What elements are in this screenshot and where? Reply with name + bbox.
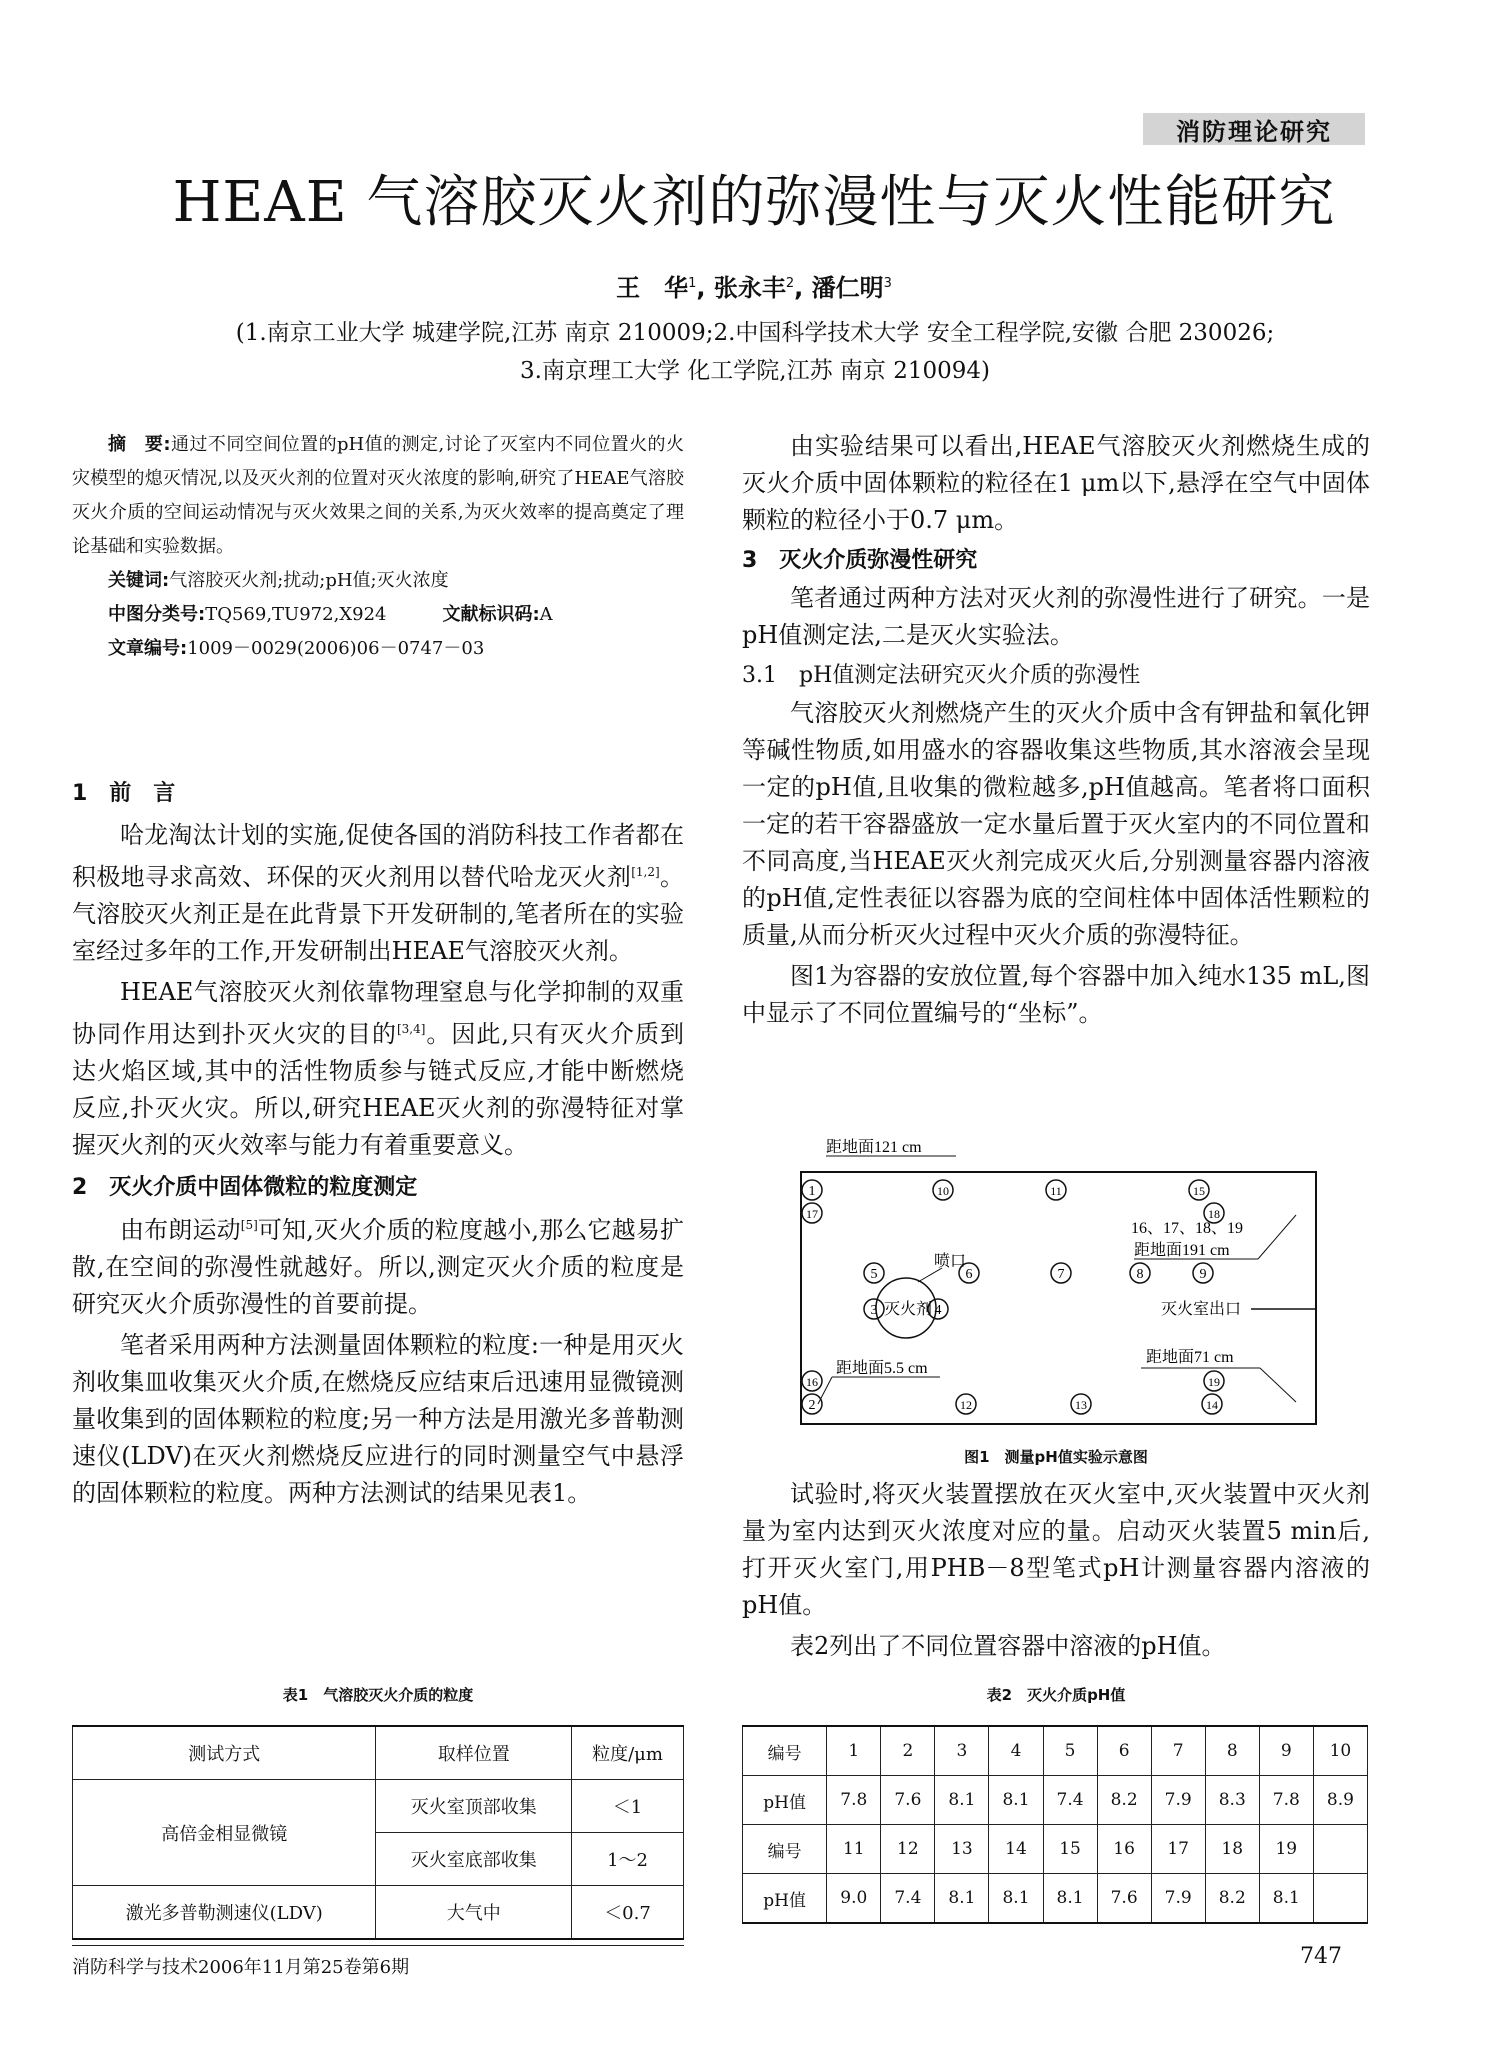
citation: [5] (240, 1218, 258, 1232)
label-121: 距地面121 cm (826, 1139, 922, 1156)
table-cell: 7.8 (1259, 1776, 1313, 1825)
table-ph (742, 1725, 1368, 1924)
label-agent: 灭火剂 (884, 1301, 933, 1318)
doc-code-value: A (539, 604, 553, 625)
table-cell: 3 (935, 1726, 989, 1776)
table-cell: 7.8 (827, 1776, 881, 1825)
author-list: 王 华$^1$, 张永丰$^2$, 潘仁明$^3$ (616, 274, 892, 302)
author-sup: 2 (785, 276, 795, 291)
table-cell: 8.2 (1205, 1874, 1259, 1924)
author-name: 张永丰 (713, 274, 786, 302)
table-cell: 8.2 (1097, 1776, 1151, 1825)
text: 。因此,只有灭火介质到达火焰区域,其中的活性物质参与链式反应,才能中断燃烧反应,扑灭火灾。所以,研究HEAE灭火剂的弥漫特征对掌握灭火剂的灭火效率与能力有着重要意义。 (72, 1020, 684, 1159)
table-cell: 17 (1151, 1825, 1205, 1874)
table-cell: 16 (1097, 1825, 1151, 1874)
position-label: 10 (937, 1184, 949, 1198)
table-cell: 2 (881, 1726, 935, 1776)
keywords-label: 关键词: (108, 570, 170, 591)
table-cell: ＜1 (572, 1780, 684, 1833)
paragraph: 气溶胶灭火剂燃烧产生的灭火介质中含有钾盐和氧化钾等碱性物质,如用盛水的容器收集这些物质,其水溶液会呈现一定的pH值,且收集的微粒越多,pH值越高。笔者将口面积一定的若干容器盛放一定水量后置于灭火室内的不同位置和不同高度,当HEAE灭火剂完成灭火后,分别测量容器内溶液的pH值,定性表征以容器为底的空间柱体中固体活性颗粒的质量,从而分析灭火过程中灭火介质的弥漫特征。 (742, 699, 1370, 949)
position-label: 12 (960, 1398, 972, 1412)
table-cell: 6 (1097, 1726, 1151, 1776)
table-cell: 7.6 (1097, 1874, 1151, 1924)
position-label: 14 (1206, 1398, 1218, 1412)
affiliation-line: 3.南京理工大学 化工学院,江苏 南京 210094) (520, 358, 990, 384)
table-cell: 1～2 (572, 1833, 684, 1886)
keywords-text: 气溶胶灭火剂;扰动;pH值;灭火浓度 (169, 570, 449, 591)
author-sup: 3 (883, 276, 892, 291)
table-cell: 18 (1205, 1825, 1259, 1874)
position-label: 13 (1075, 1398, 1087, 1412)
position-label: 4 (934, 1303, 942, 1318)
paragraph: 试验时,将灭火装置摆放在灭火室中,灭火装置中灭火剂量为室内达到灭火浓度对应的量。启动灭火装置5 min后,打开灭火室门,用PHB－8型笔式pH计测量容器内溶液的pH值。 (742, 1480, 1370, 1619)
table-header: 粒度/μm (572, 1726, 684, 1780)
table-cell: 7.4 (1043, 1776, 1097, 1825)
row-label: pH值 (743, 1776, 827, 1825)
abstract-text: 通过不同空间位置的pH值的测定,讨论了灭室内不同位置火的火灾模型的熄灭情况,以及灭火剂的位置对灭火浓度的影响,研究了HEAE气溶胶灭火介质的空间运动情况与灭火效果之间的关系,为灭火效率的提高奠定了理论基础和实验数据。 (72, 434, 684, 557)
abstract (72, 428, 684, 564)
label-nozzle: 喷口 (934, 1253, 967, 1270)
label-71: 距地面71 cm (1146, 1349, 1234, 1366)
table-cell: 14 (989, 1825, 1043, 1874)
position-label: 3 (870, 1303, 878, 1318)
table-header: 测试方式 (73, 1726, 376, 1780)
table-caption: 表2 灭火介质pH值 (986, 1686, 1126, 1704)
table1-block (72, 1684, 684, 1940)
position-label: 15 (1193, 1184, 1205, 1198)
section-heading: 3 灭火介质弥漫性研究 (742, 548, 978, 573)
table-row (743, 1825, 1368, 1874)
row-label: 编号 (743, 1825, 827, 1874)
label-5-5: 距地面5.5 cm (836, 1360, 928, 1377)
table-cell: 7.9 (1151, 1776, 1205, 1825)
table-cell: 7.4 (881, 1874, 935, 1924)
table-particle-size (72, 1725, 684, 1940)
table-cell: 10 (1313, 1726, 1367, 1776)
table-cell: 8.1 (935, 1874, 989, 1924)
table-row (73, 1780, 684, 1833)
affiliation-line: (1.南京工业大学 城建学院,江苏 南京 210009;2.中国科学技术大学 安全工程学院,安徽 合肥 230026; (235, 320, 1275, 346)
journal-info: 消防科学与技术2006年11月第25卷第6期 (72, 1957, 410, 1978)
table-cell (1313, 1874, 1367, 1924)
position-label: 8 (1136, 1267, 1144, 1282)
table-cell: 7.6 (881, 1776, 935, 1825)
table-caption: 表1 气溶胶灭火介质的粒度 (282, 1686, 474, 1704)
table-cell: 8.1 (935, 1776, 989, 1825)
section-tag: 消防理论研究 (1143, 113, 1365, 145)
figure-diagram (796, 1132, 1336, 1432)
text: 哈龙淘汰计划的实施,促使各国的消防科技工作者都在积极地寻求高效、环保的灭火剂用以替代哈龙灭火剂 (72, 821, 684, 891)
article-no-value: 1009－0029(2006)06－0747－03 (187, 638, 485, 659)
table-cell: 激光多普勒测速仪(LDV) (73, 1886, 376, 1940)
page-number: 747 (1300, 1944, 1342, 1969)
paragraph (72, 1207, 684, 1323)
paragraph: 由实验结果可以看出,HEAE气溶胶灭火剂燃烧生成的灭火介质中固体颗粒的粒径在1 μm以下,悬浮在空气中固体颗粒的粒径小于0.7 μm。 (742, 432, 1370, 534)
label-191: 距地面191 cm (1134, 1242, 1230, 1259)
table-cell: ＜0.7 (572, 1886, 684, 1940)
position-label: 2 (808, 1398, 816, 1413)
table-cell: 12 (881, 1825, 935, 1874)
position-label: 9 (1199, 1267, 1207, 1282)
table-cell: 8 (1205, 1726, 1259, 1776)
table-cell: 8.1 (1043, 1874, 1097, 1924)
right-column-lower (742, 1476, 1370, 1665)
table-header-row (73, 1726, 684, 1780)
row-label: pH值 (743, 1874, 827, 1924)
position-label: 17 (806, 1207, 818, 1221)
class-value: TQ569,TU972,X924 (205, 604, 387, 625)
paragraph: 笔者通过两种方法对灭火剂的弥漫性进行了研究。一是pH值测定法,二是灭火实验法。 (742, 584, 1370, 649)
table2-block (742, 1684, 1370, 1924)
paragraph: 表2列出了不同位置容器中溶液的pH值。 (790, 1632, 1226, 1660)
paragraph (72, 974, 684, 1164)
table-cell: 4 (989, 1726, 1043, 1776)
paragraph: 图1为容器的安放位置,每个容器中加入纯水135 mL,图中显示了不同位置编号的“坐标”。 (742, 962, 1370, 1027)
position-label: 19 (1208, 1375, 1220, 1389)
citation: [3,4] (396, 1022, 426, 1036)
table-cell: 1 (827, 1726, 881, 1776)
table-cell: 8.1 (989, 1874, 1043, 1924)
table-cell: 8.1 (989, 1776, 1043, 1825)
classification (72, 598, 684, 632)
article-no-label: 文章编号: (108, 638, 188, 659)
position-label: 5 (870, 1267, 878, 1282)
section-heading: 1 前 言 (72, 781, 176, 806)
table-cell: 8.3 (1205, 1776, 1259, 1825)
table-row (743, 1874, 1368, 1924)
class-label: 中图分类号: (108, 604, 206, 625)
table-cell: 15 (1043, 1825, 1097, 1874)
position-label: 6 (965, 1267, 973, 1282)
keywords (72, 564, 684, 598)
doc-code-label: 文献标识码: (442, 604, 540, 625)
table-cell: 9 (1259, 1726, 1313, 1776)
position-label: 7 (1057, 1267, 1065, 1282)
table-cell: 5 (1043, 1726, 1097, 1776)
table-cell: 19 (1259, 1825, 1313, 1874)
position-label: 18 (1208, 1207, 1220, 1221)
footer-rule (72, 1945, 684, 1946)
text: 可知,灭火介质的粒度越小,那么它越易扩散,在空间的弥漫性就越好。所以,测定灭火介质的粒度是研究灭火介质弥漫性的首要前提。 (72, 1216, 684, 1318)
subsection-heading: 3.1 pH值测定法研究灭火介质的弥漫性 (742, 663, 1141, 688)
table-row (73, 1886, 684, 1940)
abstract-label: 摘 要: (108, 434, 171, 455)
table-cell: 大气中 (376, 1886, 572, 1940)
text: 。气溶胶灭火剂正是在此背景下开发研制的,笔者所在的实验室经过多年的工作,开发研制出HEAE气溶胶灭火剂。 (72, 863, 685, 965)
right-column (742, 428, 1370, 1032)
paper-title: HEAE 气溶胶灭火剂的弥漫性与灭火性能研究 (172, 170, 1336, 235)
table-header: 取样位置 (376, 1726, 572, 1780)
position-label: 16 (806, 1375, 818, 1389)
table-row (743, 1726, 1368, 1776)
table-cell: 9.0 (827, 1874, 881, 1924)
left-column (72, 428, 684, 666)
position-label: 1 (808, 1184, 816, 1199)
author-sup: 1 (688, 276, 697, 291)
table-row (743, 1776, 1368, 1825)
table-cell: 灭火室顶部收集 (376, 1780, 572, 1833)
table-cell: 11 (827, 1825, 881, 1874)
author-name: 王 华 (616, 274, 689, 302)
table-cell: 7 (1151, 1726, 1205, 1776)
author-name: 潘仁明 (811, 274, 884, 302)
text: HEAE气溶胶灭火剂依靠物理窒息与化学抑制的双重协同作用达到扑灭火灾的目的 (72, 978, 684, 1048)
table-cell: 高倍金相显微镜 (73, 1780, 376, 1886)
table-cell: 8.9 (1313, 1776, 1367, 1825)
position-label: 11 (1050, 1184, 1062, 1198)
table-cell: 灭火室底部收集 (376, 1833, 572, 1886)
figure-caption: 图1 测量pH值实验示意图 (964, 1448, 1148, 1466)
table-cell (1313, 1825, 1367, 1874)
text: 由布朗运动 (120, 1216, 241, 1244)
row-label: 编号 (743, 1726, 827, 1776)
table-cell: 7.9 (1151, 1874, 1205, 1924)
table-cell: 13 (935, 1825, 989, 1874)
paragraph (72, 817, 684, 970)
label-group: 16、17、18、19 (1131, 1220, 1244, 1237)
section-1 (72, 776, 684, 1512)
citation: [1,2] (631, 865, 660, 879)
paragraph: 笔者采用两种方法测量固体颗粒的粒度:一种是用灭火剂收集皿收集灭火介质,在燃烧反应结束后迅速用显微镜测量收集到的固体颗粒的粒度;另一种方法是用激光多普勒测速仪(LDV)在灭火剂燃烧反应进行的同时测量空气中悬浮的固体颗粒的粒度。两种方法测试的结果见表1。 (72, 1331, 684, 1507)
section-heading: 2 灭火介质中固体微粒的粒度测定 (72, 1175, 418, 1200)
label-exit: 灭火室出口 (1161, 1301, 1242, 1318)
article-number (72, 632, 684, 666)
table-cell: 8.1 (1259, 1874, 1313, 1924)
